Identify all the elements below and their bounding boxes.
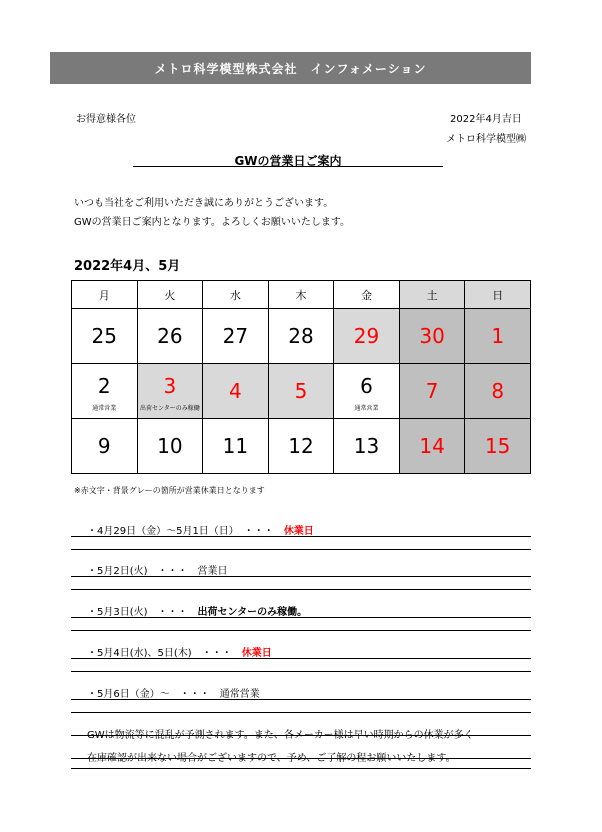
schedule-date: ・5月3日(火) ・・・ (87, 607, 188, 618)
calendar-day-cell (399, 309, 465, 364)
day-number: 28 (288, 324, 314, 348)
schedule-item (87, 522, 314, 537)
day-number: 4 (229, 379, 242, 403)
schedule-date: ・5月4日(水)、5日(木) ・・・ (87, 648, 232, 659)
day-number: 14 (419, 434, 445, 458)
calendar-day-cell (203, 309, 269, 364)
schedule-item (87, 644, 272, 659)
calendar-day-cell (465, 309, 531, 364)
calendar-day-cell (72, 419, 138, 474)
schedule-date: ・5月2日(火) ・・・ (87, 566, 188, 577)
calendar-day-cell (334, 419, 400, 474)
calendar-day-cell (137, 364, 203, 419)
day-number: 12 (288, 434, 314, 458)
intro-line-1: いつも当社をご利用いただき誠にありがとうございます。 (74, 198, 334, 209)
day-number: 7 (425, 379, 439, 403)
schedule-status: 通常営業 (219, 689, 260, 700)
day-number: 1 (491, 324, 505, 348)
calendar-day-cell (399, 419, 465, 474)
weekday-fri: 金 (334, 281, 400, 309)
issue-date: 2022年4月吉日 (450, 114, 522, 125)
schedule-status: 出荷センターのみ稼働。 (197, 607, 308, 618)
weekday-wed: 水 (203, 281, 269, 309)
day-number: 3 (163, 374, 177, 398)
footer-line-1: GWは物流等に混乱が予測されます。また、各メーカー様は早い時期からの休業が多く (87, 730, 474, 741)
week-row-3 (72, 419, 531, 474)
day-number: 27 (222, 324, 249, 348)
schedule-rule (71, 630, 531, 631)
weekday-mon: 月 (72, 281, 138, 309)
weekday-sun: 日 (465, 281, 531, 309)
calendar-day-cell (334, 364, 400, 419)
calendar-day-cell (137, 419, 203, 474)
day-number: 26 (157, 324, 183, 348)
day-number: 6 (360, 374, 373, 398)
schedule-rule (71, 671, 531, 672)
month-label: 2022年4月、5月 (74, 259, 181, 274)
schedule-item (87, 603, 307, 618)
footer-rule-3 (71, 768, 531, 769)
calendar-day-cell (203, 419, 269, 474)
day-number: 2 (97, 374, 111, 398)
schedule-date: ・4月29日（金）～5月1日（日） ・・・ (87, 526, 274, 537)
calendar-day-cell (268, 309, 334, 364)
day-number: 11 (222, 434, 249, 458)
day-number: 13 (353, 434, 380, 458)
day-number: 29 (353, 324, 380, 348)
calendar-day-cell (268, 364, 334, 419)
calendar-day-cell (268, 419, 334, 474)
schedule-rule (71, 712, 531, 713)
day-number: 10 (157, 434, 183, 458)
schedule-item (87, 562, 228, 577)
calendar-day-cell (334, 309, 400, 364)
calendar-day-cell (399, 364, 465, 419)
weekday-tue: 火 (137, 281, 203, 309)
day-number: 9 (97, 434, 111, 458)
schedule-rule (71, 549, 531, 550)
footer-line-2: 在庫確認が出来ない場合がございますので、予め、ご了解の程お願いいたします。 (87, 753, 456, 764)
day-note: 通常営業 (92, 405, 117, 412)
week-row-2 (72, 364, 531, 419)
day-number: 15 (484, 434, 511, 458)
day-note: 出荷センターのみ稼働 (139, 405, 200, 412)
weekday-sat: 土 (399, 281, 465, 309)
calendar-note: ※赤文字・背景グレーの箇所が営業休業日となります (74, 486, 265, 495)
calendar-day-cell (72, 309, 138, 364)
calendar-day-cell (465, 364, 531, 419)
calendar-day-cell (203, 364, 269, 419)
page-title: GWの営業日ご案内 (133, 152, 443, 167)
intro-line-2: GWの営業日ご案内となります。よろしくお願いいたします。 (74, 217, 351, 228)
company-name: メトロ科学模型㈱ (446, 134, 526, 145)
addressee: お得意様各位 (76, 114, 136, 125)
schedule-status: 営業日 (197, 566, 228, 577)
calendar-day-cell (465, 419, 531, 474)
day-number: 30 (419, 324, 445, 348)
weekday-header-row (72, 281, 531, 309)
day-number: 25 (91, 324, 117, 348)
schedule-item (87, 685, 260, 700)
calendar-day-cell (72, 364, 138, 419)
day-number: 5 (294, 379, 308, 403)
calendar-table (71, 280, 531, 474)
calendar-day-cell (137, 309, 203, 364)
header-banner: メトロ科学模型株式会社 インフォメーション (50, 52, 531, 84)
weekday-thu: 木 (268, 281, 334, 309)
week-row-1 (72, 309, 531, 364)
day-number: 8 (491, 379, 505, 403)
schedule-date: ・5月6日（金）～ ・・・ (87, 689, 210, 700)
day-note: 通常営業 (354, 405, 379, 412)
schedule-rule (71, 589, 531, 590)
schedule-status: 休業日 (241, 648, 272, 659)
schedule-status: 休業日 (283, 526, 314, 537)
